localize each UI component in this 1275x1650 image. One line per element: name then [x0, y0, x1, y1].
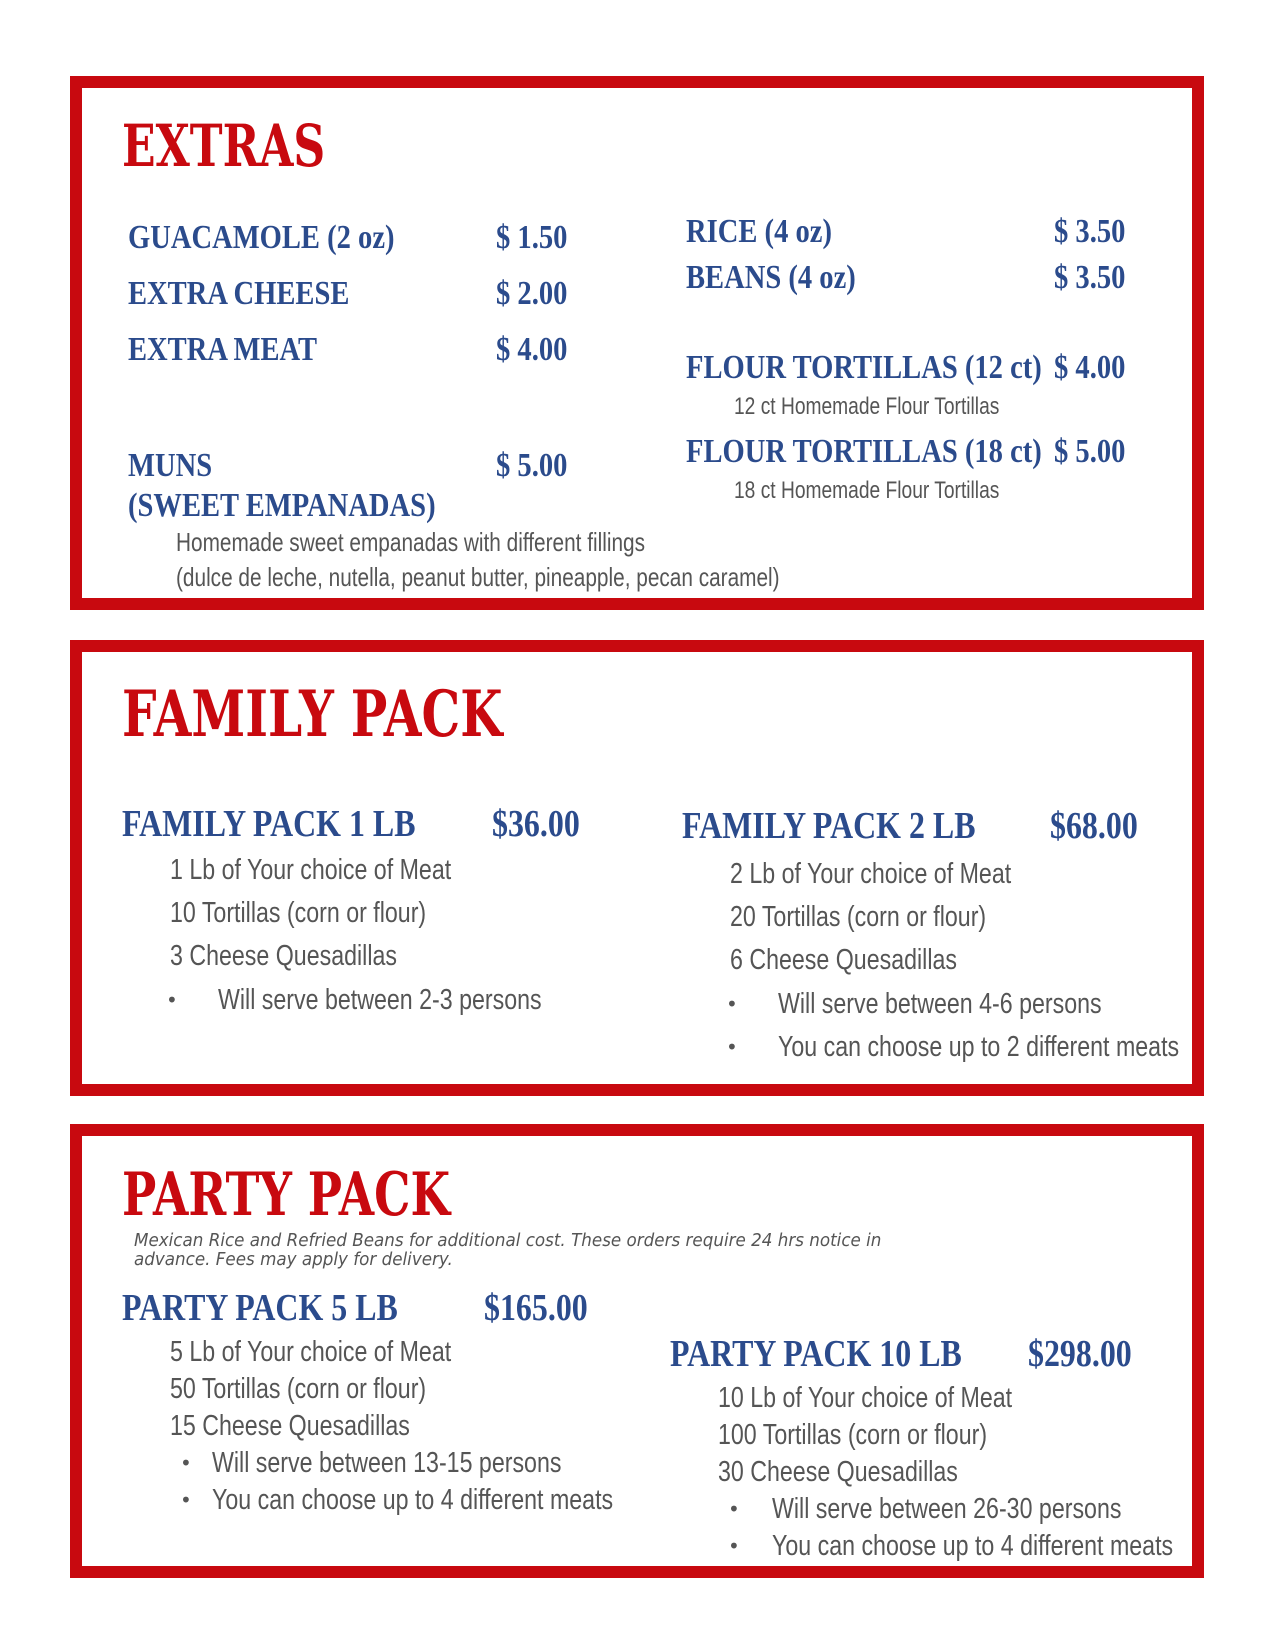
party-pack-10-bullet: You can choose up to 4 different meats	[772, 1530, 1174, 1562]
extra-meat-name: EXTRA MEAT	[128, 331, 318, 368]
extras-section	[70, 76, 1204, 610]
tortillas-12-price: $ 4.00	[1054, 349, 1126, 386]
party-pack-note: advance. Fees may apply for delivery.	[134, 1249, 453, 1270]
family-pack-1-name: FAMILY PACK 1 LB	[122, 803, 416, 845]
muns-name-sub: (SWEET EMPANADAS)	[128, 487, 436, 524]
tortillas-18-price: $ 5.00	[1054, 433, 1126, 470]
tortillas-18-description: 18 ct Homemade Flour Tortillas	[734, 477, 1000, 504]
bullet-icon: •	[166, 988, 178, 1012]
party-pack-title: PARTY PACK	[122, 1160, 451, 1230]
muns-name: MUNS	[128, 447, 213, 484]
rice-name: RICE (4 oz)	[686, 213, 832, 250]
party-pack-10-bullet: Will serve between 26-30 persons	[772, 1493, 1122, 1525]
family-pack-2-price: $68.00	[1050, 805, 1138, 847]
extra-cheese-name: EXTRA CHEESE	[128, 275, 350, 312]
guacamole-name: GUACAMOLE (2 oz)	[128, 219, 395, 256]
party-pack-5-line: 50 Tortillas (corn or flour)	[170, 1373, 427, 1405]
bullet-icon: •	[728, 1497, 740, 1521]
party-pack-10-line: 10 Lb of Your choice of Meat	[718, 1382, 1013, 1414]
muns-price: $ 5.00	[496, 447, 568, 484]
rice-price: $ 3.50	[1054, 213, 1126, 250]
bullet-icon: •	[180, 1451, 192, 1475]
family-pack-2-bullet: You can choose up to 2 different meats	[778, 1031, 1180, 1063]
family-pack-1-line: 10 Tortillas (corn or flour)	[170, 897, 427, 929]
tortillas-12-description: 12 ct Homemade Flour Tortillas	[734, 393, 1000, 420]
party-pack-5-line: 15 Cheese Quesadillas	[170, 1410, 410, 1442]
extra-cheese-price: $ 2.00	[496, 275, 568, 312]
beans-name: BEANS (4 oz)	[686, 259, 856, 296]
extras-title: EXTRAS	[122, 112, 326, 180]
party-pack-5-price: $165.00	[484, 1287, 588, 1329]
family-pack-1-line: 1 Lb of Your choice of Meat	[170, 854, 452, 886]
bullet-icon: •	[726, 992, 738, 1016]
beans-price: $ 3.50	[1054, 259, 1126, 296]
bullet-icon: •	[728, 1534, 740, 1558]
family-pack-2-line: 2 Lb of Your choice of Meat	[730, 858, 1012, 890]
party-pack-10-name: PARTY PACK 10 LB	[670, 1333, 962, 1375]
family-pack-2-line: 6 Cheese Quesadillas	[730, 944, 957, 976]
party-pack-5-line: 5 Lb of Your choice of Meat	[170, 1336, 452, 1368]
family-pack-section	[70, 640, 1204, 1096]
muns-fillings: (dulce de leche, nutella, peanut butter, pineapple, pecan caramel)	[176, 562, 780, 592]
party-pack-10-line: 30 Cheese Quesadillas	[718, 1456, 958, 1488]
extra-meat-price: $ 4.00	[496, 331, 568, 368]
family-pack-1-bullet: Will serve between 2-3 persons	[218, 984, 542, 1016]
family-pack-2-name: FAMILY PACK 2 LB	[682, 805, 976, 847]
party-pack-5-bullet: Will serve between 13-15 persons	[212, 1447, 562, 1479]
guacamole-price: $ 1.50	[496, 219, 568, 256]
party-pack-10-line: 100 Tortillas (corn or flour)	[718, 1419, 988, 1451]
muns-description: Homemade sweet empanadas with different fillings	[176, 527, 646, 557]
family-pack-title: FAMILY PACK	[122, 677, 503, 752]
party-pack-5-bullet: You can choose up to 4 different meats	[212, 1484, 614, 1516]
bullet-icon: •	[180, 1488, 192, 1512]
family-pack-1-price: $36.00	[492, 803, 580, 845]
party-pack-10-price: $298.00	[1028, 1333, 1132, 1375]
tortillas-12-name: FLOUR TORTILLAS (12 ct)	[686, 349, 1042, 386]
family-pack-2-line: 20 Tortillas (corn or flour)	[730, 901, 987, 933]
party-pack-5-name: PARTY PACK 5 LB	[122, 1287, 398, 1329]
family-pack-2-bullet: Will serve between 4-6 persons	[778, 988, 1102, 1020]
tortillas-18-name: FLOUR TORTILLAS (18 ct)	[686, 433, 1042, 470]
party-pack-note: Mexican Rice and Refried Beans for additional cost. These orders require 24 hrs notice in	[134, 1230, 882, 1251]
family-pack-1-line: 3 Cheese Quesadillas	[170, 940, 397, 972]
party-pack-section	[70, 1124, 1204, 1578]
bullet-icon: •	[726, 1035, 738, 1059]
